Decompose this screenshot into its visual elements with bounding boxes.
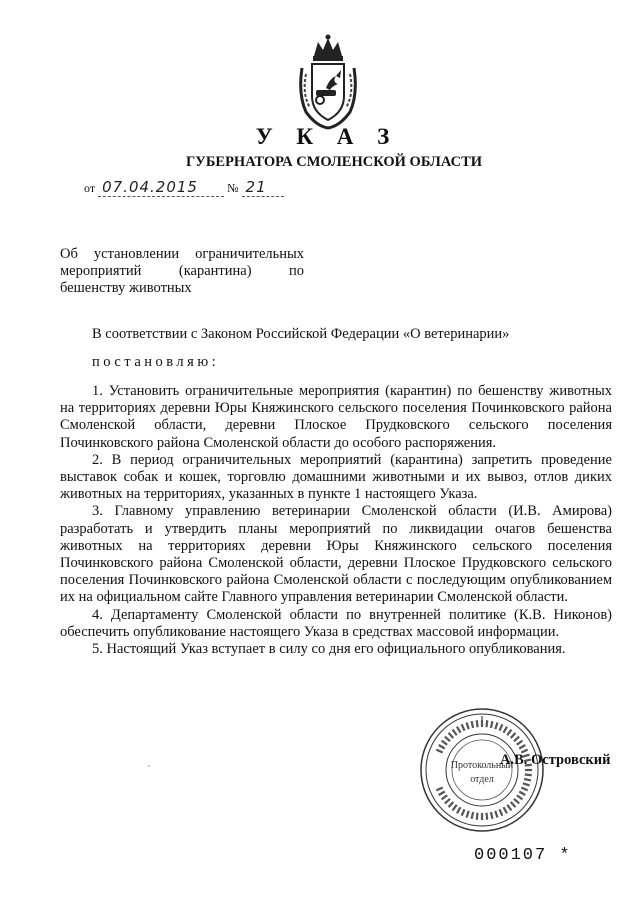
document-title: У К А З xyxy=(255,124,399,149)
stamp-lettering-mark xyxy=(445,737,450,742)
stamp-lettering-mark xyxy=(495,722,497,729)
date-prefix: от xyxy=(84,181,96,195)
stamp-lettering-mark xyxy=(511,733,516,738)
stamp-lettering-mark xyxy=(511,802,516,807)
scan-speck xyxy=(148,765,150,767)
decree-paragraph: 3. Главному управлению ветеринарии Смоленской области (И.В. Амирова) разработать и утвердить планы мероприятий по ликвидации очагов бешенства животных на территориях деревни Юры Княжинского сельского поселения Починковского района Смоленской области, деревни Плоское Прудковского сельского поселения Починковского района Смоленской области с последующим опубликованием их на официальном сайте Главного управления ветеринарии Смоленской области. xyxy=(60,503,612,606)
decree-paragraph: 1. Установить ограничительные мероприятия (карантин) по бешенству животных на территориях деревни Юры Княжинского сельского поселения Починковского района Смоленской области, деревни Плоское Прудковского сельского поселения Починковского района Смоленской области до особого распоряжения. xyxy=(60,383,612,451)
stamp-lettering-mark xyxy=(499,724,502,730)
stamp-lettering-mark xyxy=(514,737,519,742)
signature-name: А.В. Островский xyxy=(500,752,611,768)
heading-line: Об установлении ограничительных xyxy=(60,246,304,262)
legal-basis: В соответствии с Законом Российской Федерации «О ветеринарии» xyxy=(92,326,510,342)
number-value: 21 xyxy=(245,178,267,196)
stamp-lettering-mark xyxy=(436,787,442,790)
stamp-lettering-mark xyxy=(517,741,523,745)
stamp-lettering-mark xyxy=(467,722,469,729)
stamp-lettering-mark xyxy=(525,774,532,775)
stamp-lettering-mark xyxy=(462,809,465,815)
stamp-lettering-mark xyxy=(491,721,492,728)
stamp-lettering-mark xyxy=(486,720,487,727)
stamp-lettering-mark xyxy=(507,805,511,811)
stamp-lettering-mark xyxy=(467,811,469,818)
document-subtitle: ГУБЕРНАТОРА СМОЛЕНСКОЙ ОБЛАСТИ xyxy=(185,154,483,170)
decree-body xyxy=(60,383,612,658)
stamp-lettering-mark xyxy=(472,721,473,728)
resolve-word: постановляю: xyxy=(92,354,220,370)
decree-paragraph: 5. Настоящий Указ вступает в силу со дня его официального опубликования. xyxy=(92,641,566,658)
stamp-lettering-mark xyxy=(439,792,445,796)
stamp-lettering-mark xyxy=(504,727,508,733)
stamp-lettering-mark xyxy=(517,795,523,799)
stamp-lettering-mark xyxy=(519,745,525,749)
stamp-lettering-mark xyxy=(521,787,527,790)
coat-of-arms-icon xyxy=(296,34,360,130)
stamp-lettering-mark xyxy=(486,813,487,820)
seal-stamp xyxy=(418,706,546,834)
stamp-text-line1: Протокольный xyxy=(450,760,514,771)
stamp-lettering-mark xyxy=(442,741,448,745)
stamp-lettering-mark xyxy=(477,720,478,727)
stamp-lettering-mark xyxy=(449,802,454,807)
date-value: 07.04.2015 xyxy=(102,178,198,196)
number-prefix: № xyxy=(227,181,239,195)
stamp-lettering-mark xyxy=(499,809,502,815)
heading-line: бешенству животных xyxy=(60,280,192,296)
stamp-lettering-mark xyxy=(445,799,450,804)
stamp-lettering-mark xyxy=(477,813,478,820)
stamp-lettering-mark xyxy=(457,807,461,813)
stamp-lettering-mark xyxy=(514,799,519,804)
stamp-lettering-mark xyxy=(519,792,525,796)
stamp-lettering-mark xyxy=(507,730,511,736)
stamp-lettering-mark xyxy=(457,727,461,733)
stamp-lettering-mark xyxy=(436,750,442,753)
stamp-lettering-mark xyxy=(504,807,508,813)
heading-line: мероприятий (карантина) по xyxy=(60,263,304,279)
decree-paragraph: 4. Департаменту Смоленской области по внутренней политике (К.В. Никонов) обеспечить опубликование настоящего Указа в средствах массовой информации. xyxy=(60,606,612,640)
date-number-line xyxy=(84,178,284,197)
stamp-lettering-mark xyxy=(491,812,492,819)
stamp-lettering-mark xyxy=(472,812,473,819)
stamp-lettering-mark xyxy=(524,779,531,780)
stamp-lettering-mark xyxy=(439,745,445,749)
stamp-lettering-mark xyxy=(453,805,457,811)
serial-number: 000107 * xyxy=(474,846,572,865)
stamp-lettering-mark xyxy=(495,811,497,818)
stamp-lettering-mark xyxy=(523,783,530,785)
stamp-lettering-mark xyxy=(462,724,465,730)
decree-paragraph: 2. В период ограничительных мероприятий (карантина) запретить проведение выставок собак и кошек, торговлю домашними животными и их вывоз, отлов диких животных на территориях, указанных в пункте 1 настоящего Указа. xyxy=(60,451,612,503)
stamp-lettering-mark xyxy=(449,733,454,738)
stamp-lettering-mark xyxy=(453,730,457,736)
stamp-lettering-mark xyxy=(442,795,448,799)
stamp-text-line2: отдел xyxy=(470,774,494,785)
document-heading xyxy=(60,246,304,297)
